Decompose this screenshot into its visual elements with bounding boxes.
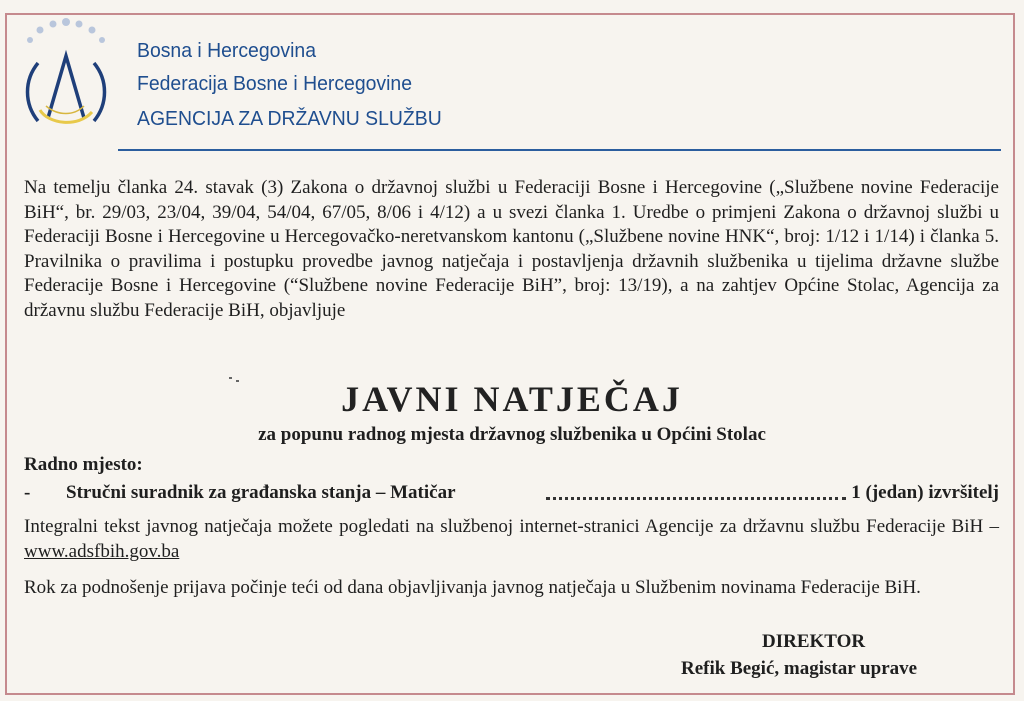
position-count: 1 (jedan) izvršitelj <box>851 482 999 503</box>
header-country: Bosna i Hercegovina <box>137 40 317 62</box>
intro-paragraph: Na temelju članka 24. stavak (3) Zakona o državnoj službi u Federaciji Bosne i Hercegovine („Službene novine Federacije BiH“, br. 29/03, 23/04, 39/04, 54/04, 67/05, 8/06 i 4/12) a u svezi članka 1. Uredbe o primjeni Zakona o državnoj službi u Federaciji Bosne i Hercegovine u Hercegovačko-neretvanskom kantonu („Službene novine HNK“, broj: 1/12 i 1/14) i članka 5. Pravilnika o pravilima i postupku provedbe javnog natječaja i postavljenja državnih službenika u tijelima državne službe Federacije Bosne i Hercegovine (“Službene novine Federacije BiH”, broj: 13/19), a na zahtjev Općine Stolac, Agencija za državnu službu Federacije BiH, objavljuje <box>24 177 999 321</box>
info-text: Integralni tekst javnog natječaja možete pogledati na službenoj internet-stranici Agencije za državnu službu Federacije BiH – <box>24 516 999 537</box>
logo-right-arc <box>94 63 105 121</box>
announcement-title: JAVNI NATJEČAJ <box>341 379 683 419</box>
logo-letter-a <box>48 56 84 118</box>
dot-leader <box>546 497 846 500</box>
header-agency: AGENCIJA ZA DRŽAVNU SLUŽBU <box>137 108 442 130</box>
info-paragraph <box>24 515 999 564</box>
position-bullet: - <box>24 482 31 503</box>
announcement-subtitle: za popunu radnog mjesta državnog službenika u Općini Stolac <box>258 424 766 445</box>
position-label: Radno mjesto: <box>24 454 143 475</box>
header-federation: Federacija Bosne i Hercegovine <box>137 73 412 95</box>
signature-name: Refik Begić, magistar uprave <box>681 658 918 679</box>
position-row <box>24 482 999 508</box>
header-divider <box>118 149 1001 151</box>
agency-logo <box>18 18 126 136</box>
logo-dots <box>27 18 105 43</box>
signature-title: DIREKTOR <box>762 631 866 652</box>
agency-website-link[interactable]: www.adsfbih.gov.ba <box>24 540 180 562</box>
logo-left-arc <box>28 63 39 121</box>
deadline-paragraph: Rok za podnošenje prijava počinje teći od dana objavljivanja javnog natječaja u Službenim novinama Federacije BiH. <box>24 577 921 598</box>
position-name: Stručni suradnik za građanska stanja – Matičar <box>66 482 456 503</box>
